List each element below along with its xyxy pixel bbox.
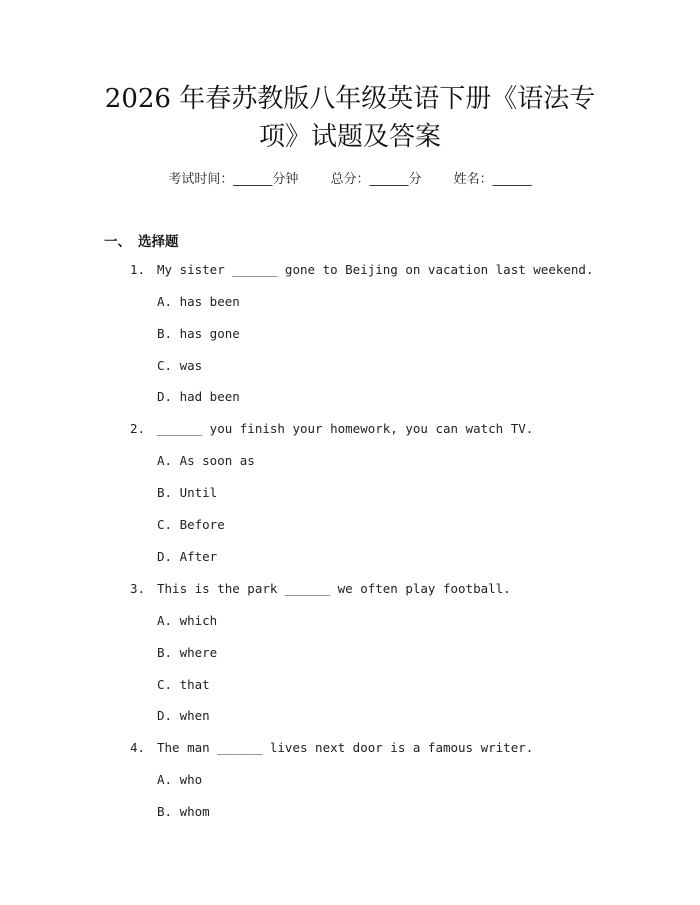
option: A. As soon as (157, 453, 255, 468)
question-3 (130, 581, 511, 596)
title-line-2: 项》试题及答案 (258, 122, 441, 152)
document-title (80, 80, 620, 156)
question-number: 1. (130, 262, 146, 277)
question-4 (130, 740, 533, 755)
question-text: The man ______ lives next door is a famous writer. (157, 740, 534, 755)
option: B. has gone (157, 326, 240, 341)
section-heading (104, 230, 179, 250)
exam-info-line (0, 168, 700, 187)
student-name-field: 姓名：______ (453, 172, 532, 187)
question-number: 4. (130, 740, 146, 755)
question-number: 3. (130, 581, 146, 596)
section-label: 选择题 (138, 234, 179, 250)
option: C. Before (157, 517, 225, 532)
question-2 (130, 421, 533, 436)
question-text: My sister ______ gone to Beijing on vacation last weekend. (157, 262, 594, 277)
question-number: 2. (130, 421, 146, 436)
option: B. whom (157, 804, 210, 819)
option: C. that (157, 677, 210, 692)
section-number: 一、 (104, 234, 131, 250)
total-score-field: 总分：______分 (330, 172, 422, 187)
exam-time-field: 考试时间：______分钟 (168, 172, 299, 187)
question-1 (130, 262, 594, 277)
question-text: This is the park ______ we often play football. (157, 581, 511, 596)
title-line-1: 2026 年春苏教版八年级英语下册《语法专 (104, 84, 596, 114)
option: B. where (157, 645, 218, 660)
option: A. who (157, 772, 203, 787)
option: D. After (157, 549, 218, 564)
option: D. when (157, 708, 210, 723)
option: A. has been (157, 294, 240, 309)
option: C. was (157, 358, 203, 373)
option: D. had been (157, 389, 240, 404)
question-text: ______ you finish your homework, you can watch TV. (157, 421, 534, 436)
option: B. Until (157, 485, 218, 500)
option: A. which (157, 613, 218, 628)
